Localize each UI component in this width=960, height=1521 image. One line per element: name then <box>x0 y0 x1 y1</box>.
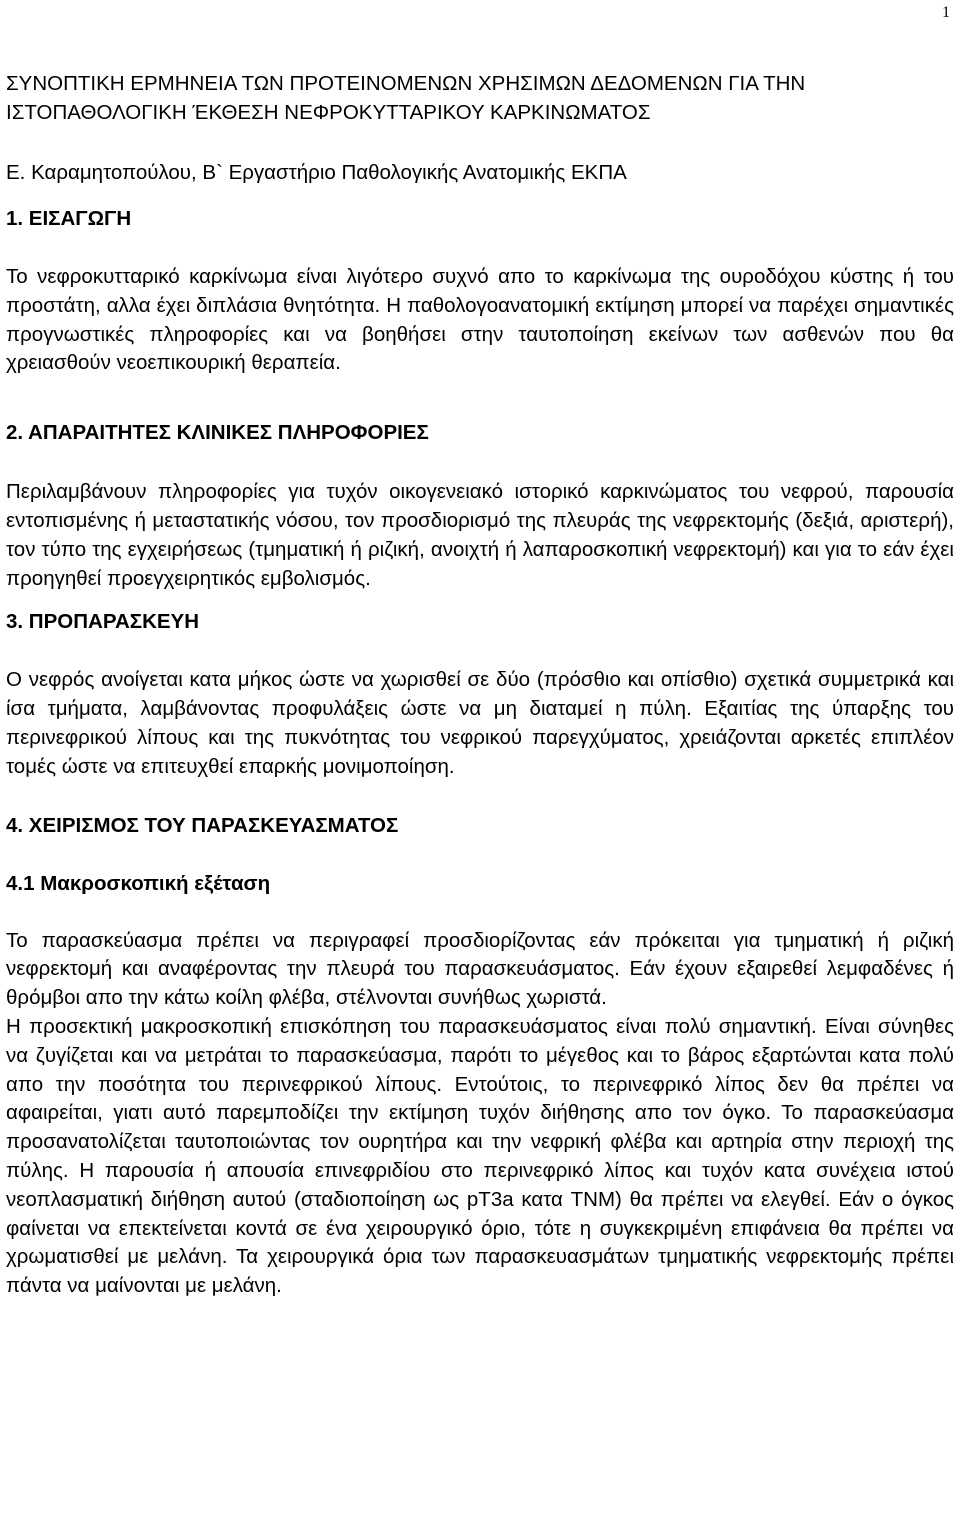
section-heading-clinical-info: 2. ΑΠΑΡΑΙΤΗΤΕΣ ΚΛΙΝΙΚΕΣ ΠΛΗΡΟΦΟΡΙΕΣ <box>6 421 429 445</box>
section-preparation <box>6 607 954 781</box>
section-clinical-info <box>6 418 954 593</box>
section-heading-preparation: 3. ΠΡΟΠΑΡΑΣΚΕΥΗ <box>6 610 200 634</box>
section-heading-handling: 4. ΧΕΙΡΙΣΜΟΣ ΤΟΥ ΠΑΡΑΣΚΕΥΑΣΜΑΤΟΣ <box>6 813 399 837</box>
author-line: Ε. Καραμητοπούλου, Β` Εργαστήριο Παθολογικής Ανατομικής ΕΚΠΑ <box>6 161 627 184</box>
section-handling <box>6 811 954 840</box>
page-number: 1 <box>942 4 950 21</box>
section-text-macroscopic-2: Η προσεκτική μακροσκοπική επισκόπηση του παρασκευάσματος είναι πολύ σημαντική. Είναι σύνηθες να ζυγίζεται και να μετράται το παρασκεύασμα, παρότι το μέγεθος και το βάρος εξαρτώνται κατα πολύ απο την ποσότητα του περινεφρικού λίπους. Εντούτοις, το περινεφρικό λίπος δεν θα πρέπει να αφαιρείται, γιατι αυτό παρεμποδίζει την εκτίμηση τυχόν διήθησης απο τον όγκο. Το παρασκεύασμα προσανατολίζεται ταυτοποιώντας τον ουρητήρα και την νεφρική φλέβα και αρτηρία στην περιοχή της πύλης. Η παρουσία ή απουσία επινεφριδίου στο περινεφρικό λίπος και τυχόν κατα συνέχεια ιστού νεοπλασματική διήθηση αυτού (σταδιοποίηση ως pT3a κατα TNM) θα πρέπει να ελεγθεί. Εάν ο όγκος φαίνεται να επεκτείνεται κοντά σε ένα χειρουργικό όριο, τότε η συγκεκριμένη επιφάνεια θα πρέπει να χρωματισθεί με μελάνη. Τα χειρουργικά όρια των παρασκευασμάτων τμηματικής νεφρεκτομής πρέπει πάντα να μαίνονται με μελάνη. <box>6 1014 954 1298</box>
section-heading-macroscopic: 4.1 Μακροσκοπική εξέταση <box>6 871 271 895</box>
document-body <box>6 69 954 1301</box>
document-title: ΣΥΝΟΠΤΙΚΗ ΕΡΜΗΝΕΙΑ ΤΩΝ ΠΡΟΤΕΙΝΟΜΕΝΩΝ ΧΡΗΣΙΜΩΝ ΔΕΔΟΜΕΝΩΝ ΓΙΑ ΤΗΝ ΙΣΤΟΠΑΘΟΛΟΓΙΚΗ ΈΚΘΕΣΗ ΝΕΦΡΟΚΥΤΤΑΡΙΚΟΥ ΚΑΡΚΙΝΩΜΑΤΟΣ <box>6 72 806 124</box>
section-macroscopic <box>6 869 954 1301</box>
section-text-intro: Το νεφροκυτταρικό καρκίνωμα είναι λιγότερο συχνό απο το καρκίνωμα της ουροδόχου κύστης ή του προστάτη, αλλα έχει διπλάσια θνητότητα. Η παθολογοανατομική εκτίμηση μπορεί να παρέχει σημαντικές προγνωστικές πληροφορίες και να βοηθήσει στην ταυτοποίηση εκείνων των ασθενών που θα χρειασθούν νεοεπικουρική θεραπεία. <box>6 265 954 375</box>
section-intro <box>6 204 954 378</box>
section-text-preparation: Ο νεφρός ανοίγεται κατα μήκος ώστε να χωρισθεί σε δύο (πρόσθιο και οπίσθιο) σχετικά συμμετρικά και ίσα τμήματα, λαμβάνοντας προφυλάξεις ώστε να μη διαταμεί η πύλη. Εξαιτίας της ύπαρξης του περινεφρικού λίπους και της πυκνότητας του νεφρικού παρεγχύματος, χρειάζονται αρκετές επιπλέον τομές ώστε να επιτευχθεί επαρκής μονιμοποίηση. <box>6 668 954 778</box>
section-heading-intro: 1. ΕΙΣΑΓΩΓΗ <box>6 207 132 230</box>
section-text-macroscopic-1: Το παρασκεύασμα πρέπει να περιγραφεί προσδιορίζοντας εάν πρόκειται για τμηματική ή ριζική νεφρεκτομή και αναφέροντας την πλευρά του παρασκευάσματος. Εάν έχουν εξαιρεθεί λεμφαδένες ή θρόμβοι απο την κάτω κοίλη φλέβα, στέλνονται συνήθως χωριστά. <box>6 928 954 1010</box>
section-text-clinical-info: Περιλαμβάνουν πληροφορίες για τυχόν οικογενειακό ιστορικό καρκινώματος του νεφρού, παρουσία εντοπισμένης ή μεταστατικής νόσου, τον προσδιορισμό της πλευράς της νεφρεκτομής (δεξιά, αριστερή), τον τύπο της εγχειρήσεως (τμηματική ή ριζική, ανοιχτή ή λαπαροσκοπική νεφρεκτομή) και για το εάν έχει προηγηθεί προεγχειρητικός εμβολισμός. <box>6 480 954 590</box>
